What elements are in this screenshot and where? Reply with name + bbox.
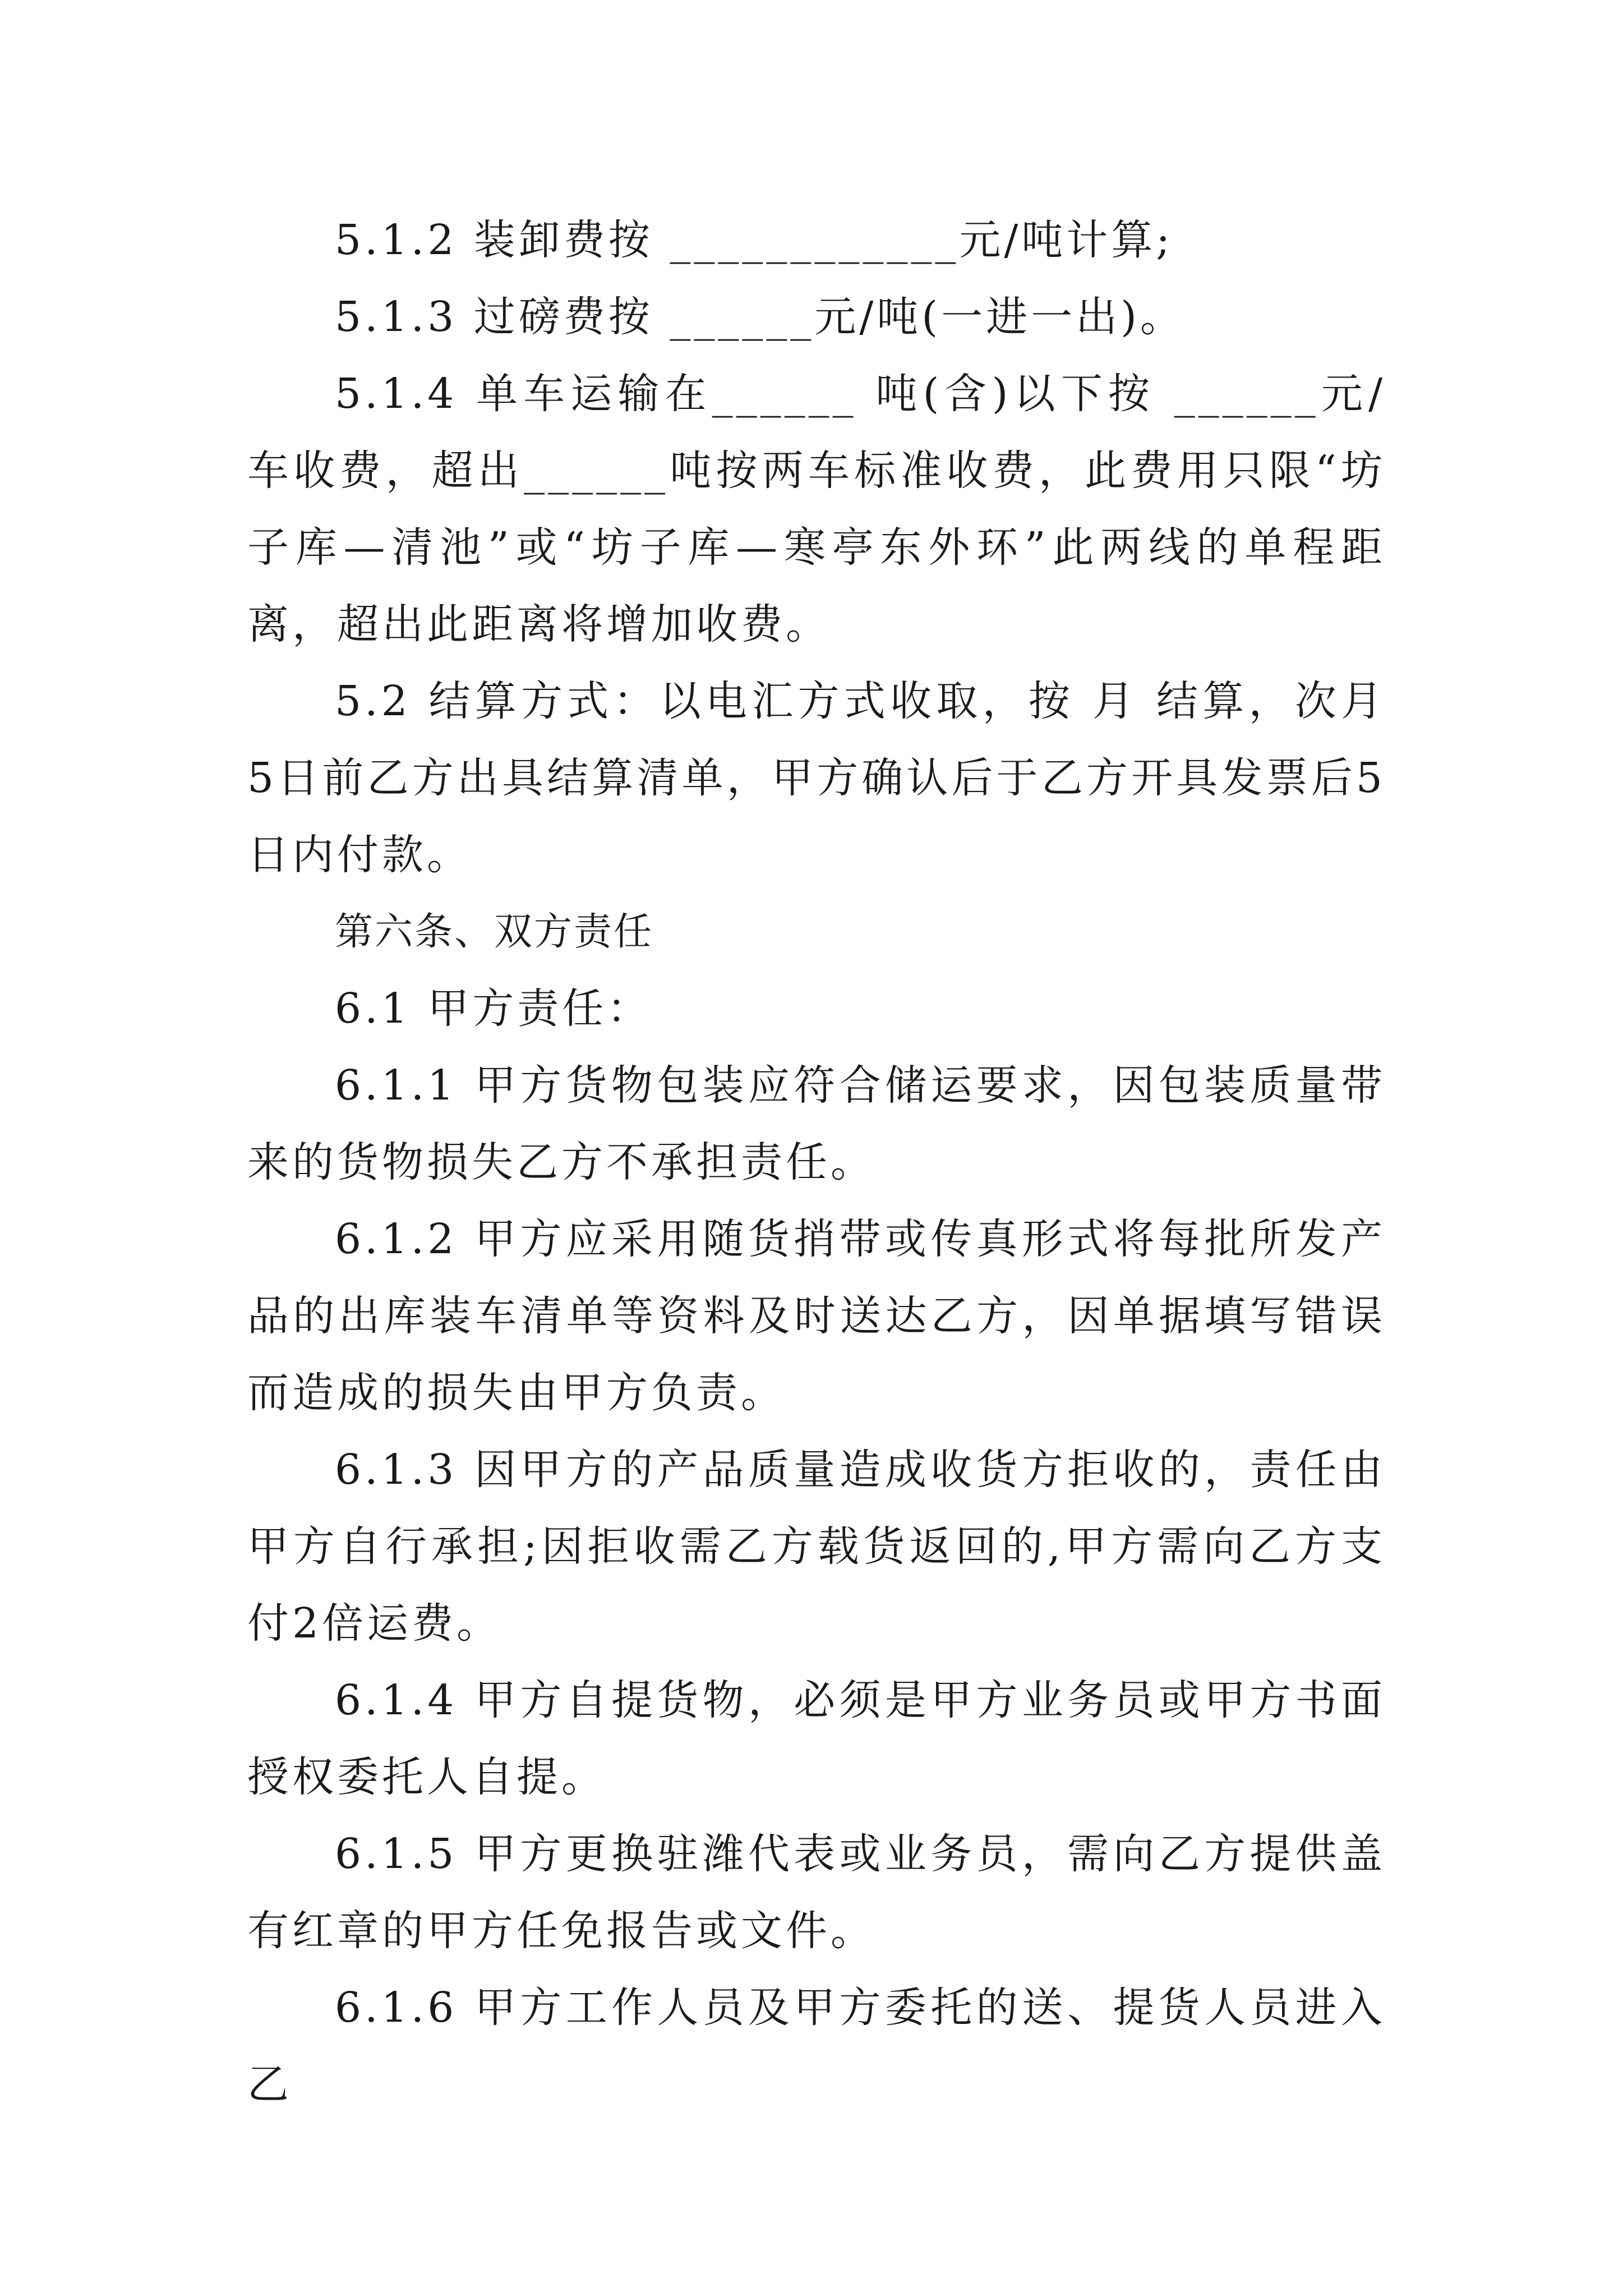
clause-6-1-2: 6.1.2 甲方应采用随货捎带或传真形式将每批所发产品的出库装车清单等资料及时送达乙方，因单据填写错误而造成的损失由甲方负责。 (247, 1215, 1386, 1417)
clause-6-1-4: 6.1.4 甲方自提货物，必须是甲方业务员或甲方书面授权委托人自提。 (247, 1676, 1386, 1801)
clause-6-1-1: 6.1.1 甲方货物包装应符合储运要求，因包装质量带来的货物损失乙方不承担责任。 (247, 1061, 1386, 1186)
document-body (247, 202, 1386, 2123)
clause-5-1-2: 5.1.2 装卸费按 ____________元/吨计算; (335, 216, 1174, 264)
clause-6-1: 6.1 甲方责任： (335, 984, 652, 1033)
clause-6-1-5: 6.1.5 甲方更换驻潍代表或业务员，需向乙方提供盖有红章的甲方任免报告或文件。 (247, 1830, 1386, 1955)
clause-5-2: 5.2 结算方式：以电汇方式收取，按 月 结算，次月5日前乙方出具结算清单，甲方确认后于乙方开具发票后5日内付款。 (247, 677, 1386, 879)
clause-6-1-3: 6.1.3 因甲方的产品质量造成收货方拒收的，责任由甲方自行承担;因拒收需乙方载货返回的,甲方需向乙方支付2倍运费。 (247, 1446, 1386, 1648)
section-heading-6: 第六条、双方责任 (335, 910, 654, 954)
clause-5-1-4: 5.1.4 单车运输在______ 吨(含)以下按 ______元/车收费，超出______吨按两车标准收费，此费用只限“坊子库—清池”或“坊子库—寒亭东外环”此两线的单程距离，超出此距离将增加收费。 (247, 370, 1386, 648)
clause-5-1-3: 5.1.3 过磅费按 ______元/吨(一进一出)。 (335, 293, 1186, 341)
clause-6-1-6: 6.1.6 甲方工作人员及甲方委托的送、提货人员进入乙 (247, 1984, 1386, 2109)
